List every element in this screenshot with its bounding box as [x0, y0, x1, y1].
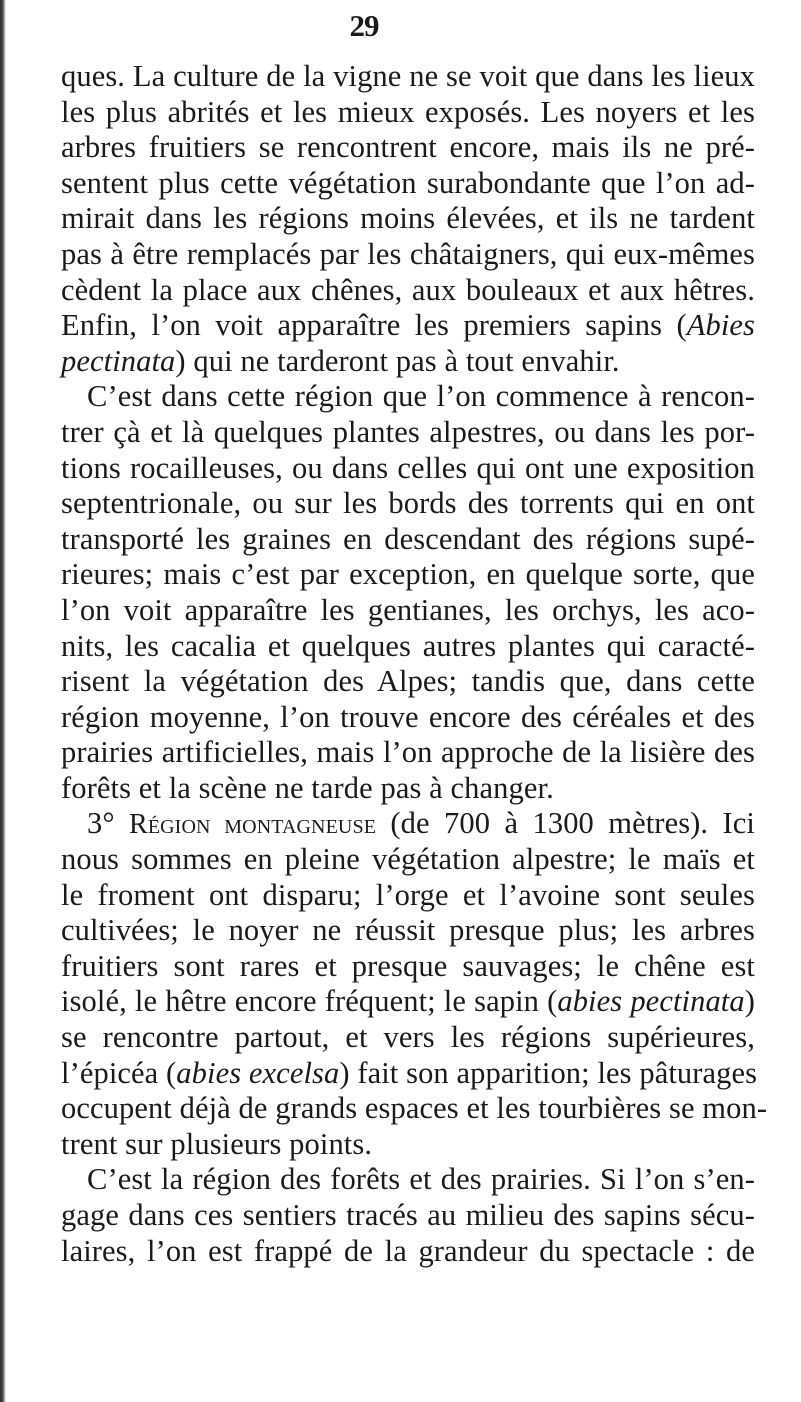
text-line	[61, 201, 755, 237]
text-line	[61, 344, 755, 380]
text-line	[61, 1162, 755, 1198]
text-line	[61, 522, 755, 558]
text-segment: se rencontre partout, et vers les régions supérieures,	[61, 1020, 755, 1055]
text-segment: ) fait son apparition; les pâturages	[339, 1055, 758, 1090]
text-line	[61, 1234, 755, 1270]
text-line	[61, 130, 755, 166]
text-line	[61, 984, 755, 1020]
text-segment: cèdent la place aux chênes, aux bouleaux et aux hêtres.	[61, 272, 755, 307]
text-segment: prairies artificielles, mais l’on approche de la lisière des	[61, 735, 755, 770]
text-segment: fruitiers sont rares et presque sauvages; le chêne est	[61, 948, 755, 983]
page-number: 29	[349, 8, 379, 43]
text-segment: septentrionale, ou sur les bords des torrents qui en ont	[61, 486, 755, 521]
italic-text: Abies	[686, 308, 755, 343]
text-segment: arbres fruitiers se rencontrent encore, mais ils ne pré-	[61, 130, 755, 165]
text-line	[61, 593, 755, 629]
text-segment: les plus abrités et les mieux exposés. Les noyers et les	[61, 94, 755, 129]
text-segment: l’épicéa (	[61, 1055, 177, 1090]
text-line	[61, 1020, 755, 1056]
text-segment: )	[744, 984, 755, 1019]
text-line	[61, 664, 755, 700]
text-segment: (de 700 à 1300 mètres). Ici	[376, 806, 756, 841]
text-segment: gage dans ces sentiers tracés au milieu des sapins sécu-	[61, 1198, 755, 1232]
text-line	[61, 415, 755, 451]
text-line	[61, 166, 755, 202]
text-segment: Enfin, l’on voit apparaître les premiers sapins (	[61, 308, 687, 343]
text-segment: risent la végétation des Alpes; tandis que, dans cette	[61, 664, 755, 699]
italic-text: abies excelsa	[176, 1055, 340, 1090]
text-line	[61, 878, 755, 914]
text-line	[61, 486, 755, 522]
small-caps-heading: Région montagneuse	[129, 809, 377, 841]
text-segment: transporté les graines en descendant des régions supé-	[61, 521, 755, 556]
text-segment: l’on voit apparaître les gentianes, les orchys, les aco-	[61, 592, 755, 627]
page-edge-shadow	[0, 0, 6, 1402]
text-segment: rieures; mais c’est par exception, en quelque sorte, que	[61, 557, 755, 592]
text-segment: forêts et la scène ne tarde pas à changer.	[61, 770, 554, 805]
italic-text: abies pectinata	[557, 984, 745, 1019]
text-segment: trent sur plusieurs points.	[61, 1126, 373, 1161]
text-line	[61, 913, 755, 949]
text-line	[61, 842, 755, 878]
text-line	[61, 700, 755, 736]
text-line	[61, 273, 755, 309]
text-segment: 3°	[87, 806, 130, 841]
text-line	[61, 949, 755, 985]
text-segment: ) qui ne tarderont pas à tout envahir.	[175, 343, 620, 378]
text-segment: isolé, le hêtre encore fréquent; le sapin (	[61, 984, 558, 1019]
text-line	[61, 557, 755, 593]
text-segment: laires, l’on est frappé de la grandeur du spectacle : de	[61, 1233, 755, 1268]
text-line	[61, 735, 755, 771]
text-segment: région moyenne, l’on trouve encore des céréales et des	[61, 699, 755, 734]
text-segment: le froment ont disparu; l’orge et l’avoine sont seules	[61, 877, 755, 912]
text-segment: occupent déjà de grands espaces et les tourbières se mon-	[61, 1091, 768, 1126]
text-segment: pas à être remplacés par les châtaigners, qui eux-mêmes	[61, 236, 755, 271]
text-line	[61, 1198, 755, 1234]
body-text	[61, 59, 768, 1269]
text-line	[61, 237, 755, 273]
text-line	[61, 629, 755, 665]
text-segment: cultivées; le noyer ne réussit presque plus; les arbres	[61, 913, 755, 948]
text-line	[61, 451, 755, 487]
text-line	[61, 1091, 768, 1127]
text-segment: C’est la région des forêts et des prairies. Si l’on s’en-	[87, 1162, 755, 1197]
text-segment: trer çà et là quelques plantes alpestres, ou dans les por-	[61, 414, 755, 449]
italic-text: pectinata	[61, 343, 176, 378]
text-segment: ques. La culture de la vigne ne se voit que dans les lieux	[61, 59, 755, 93]
text-segment: tions rocailleuses, ou dans celles qui ont une exposition	[61, 450, 755, 485]
text-line	[61, 771, 755, 807]
text-segment: nits, les cacalia et quelques autres plantes qui caracté-	[61, 628, 755, 663]
text-line	[61, 59, 755, 95]
text-line	[61, 95, 755, 131]
text-segment: C’est dans cette région que l’on commence à rencon-	[87, 379, 755, 414]
text-line	[61, 1127, 755, 1163]
text-segment: sentent plus cette végétation surabondante que l’on ad-	[61, 165, 755, 200]
text-segment: mirait dans les régions moins élevées, et ils ne tardent	[61, 201, 755, 236]
text-line	[61, 1055, 758, 1092]
text-line	[61, 379, 755, 415]
text-line	[61, 806, 755, 842]
text-line	[61, 308, 755, 344]
text-segment: nous sommes en pleine végétation alpestre; le maïs et	[61, 842, 755, 877]
